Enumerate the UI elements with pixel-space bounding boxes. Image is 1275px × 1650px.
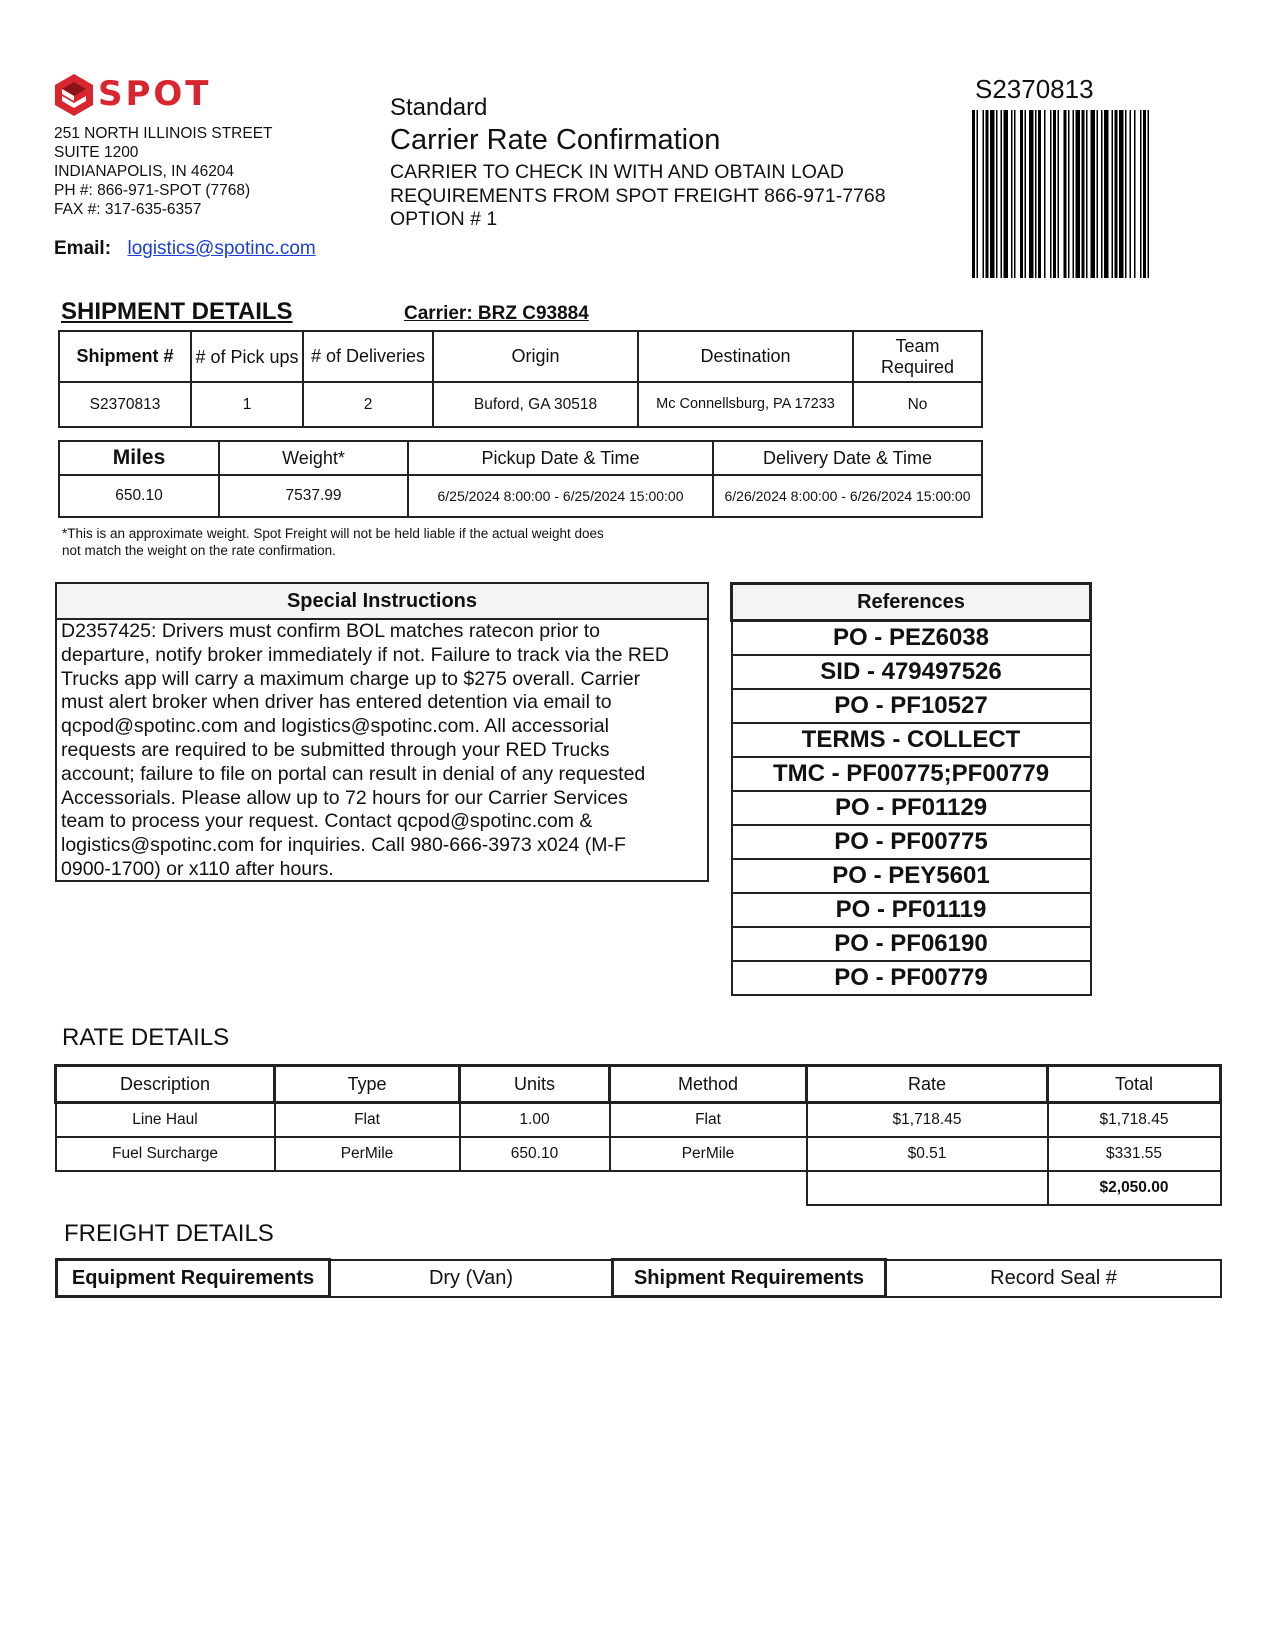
instruction-line: logistics@spotinc.com for inquiries. Call 980-666-3973 x024 (M-F: [61, 834, 626, 857]
grand-total-label-cell: [807, 1171, 1048, 1205]
header-pickups: # of Pick ups: [191, 331, 303, 382]
header-total: Total: [1048, 1066, 1221, 1103]
references-table: [730, 582, 1092, 996]
document-header: [390, 94, 886, 232]
spot-logo-icon: [52, 72, 96, 118]
references-title: References: [732, 584, 1091, 621]
email-label: Email:: [54, 238, 112, 259]
header-shipment-number: Shipment #: [59, 331, 191, 382]
origin-value: Buford, GA 30518: [433, 382, 638, 427]
company-address: [54, 124, 273, 219]
miles-value: 650.10: [59, 475, 219, 517]
shipment-requirements-label: Shipment Requirements: [613, 1260, 886, 1297]
header-pickup-date: Pickup Date & Time: [408, 441, 713, 475]
special-instructions-box: [55, 582, 709, 882]
equipment-requirements-value: Dry (Van): [330, 1260, 613, 1297]
destination-value: Mc Connellsburg, PA 17233: [638, 382, 853, 427]
instruction-line: departure, notify broker immediately if not. Failure to track via the RED: [61, 643, 670, 666]
shipment-details-title: SHIPMENT DETAILS: [61, 298, 293, 325]
document-note: [390, 161, 886, 232]
note-line: REQUIREMENTS FROM SPOT FREIGHT 866-971-7768: [390, 184, 886, 207]
header-destination: Destination: [638, 331, 853, 382]
address-line: INDIANAPOLIS, IN 46204: [54, 163, 235, 180]
note-line: CARRIER TO CHECK IN WITH AND OBTAIN LOAD: [390, 161, 844, 183]
logo-wordmark: SPOT: [98, 74, 212, 114]
rate-details-title: RATE DETAILS: [62, 1024, 230, 1051]
table-row: [56, 1137, 1221, 1171]
rate-description: Fuel Surcharge: [56, 1137, 275, 1171]
address-line: 251 NORTH ILLINOIS STREET: [54, 125, 273, 142]
note-line: OPTION # 1: [390, 208, 498, 230]
document-title: Carrier Rate Confirmation: [390, 124, 721, 156]
rate-total: $1,718.45: [1048, 1103, 1221, 1138]
reference-item: PO - PF00779: [732, 961, 1091, 995]
instruction-line: team to process your request. Contact qcpod@spotinc.com &: [61, 810, 593, 833]
header-origin: Origin: [433, 331, 638, 382]
header-deliveries: # of Deliveries: [303, 331, 433, 382]
weight-value: 7537.99: [219, 475, 408, 517]
shipment-number-value: S2370813: [59, 382, 191, 427]
header-units: Units: [460, 1066, 610, 1103]
team-required-value: No: [853, 382, 982, 427]
barcode-icon: [972, 110, 1202, 278]
disclaimer-line: not match the weight on the rate confirmation.: [62, 543, 336, 558]
rate-type: Flat: [275, 1103, 460, 1138]
address-line: SUITE 1200: [54, 144, 139, 161]
disclaimer-line: *This is an approximate weight. Spot Freight will not be held liable if the actual weight does: [62, 526, 604, 541]
header-method: Method: [610, 1066, 807, 1103]
instruction-line: 0900-1700) or x110 after hours.: [61, 857, 334, 880]
address-line: PH #: 866-971-SPOT (7768): [54, 182, 251, 199]
instruction-line: account; failure to file on portal can result in denial of any requested: [61, 762, 646, 785]
equipment-requirements-label: Equipment Requirements: [57, 1260, 330, 1297]
header-team-required: Team Required: [853, 331, 982, 382]
deliveries-value: 2: [303, 382, 433, 427]
reference-item: PO - PF01129: [732, 791, 1091, 825]
rate-method: PerMile: [610, 1137, 807, 1171]
rate-description: Line Haul: [56, 1103, 275, 1138]
instruction-line: Trucks app will carry a maximum charge up to $275 overall. Carrier: [61, 667, 641, 690]
weight-disclaimer: [62, 525, 604, 559]
reference-item: PO - PF06190: [732, 927, 1091, 961]
shipment-requirements-value: Record Seal #: [886, 1260, 1222, 1297]
carrier-label: Carrier: BRZ C93884: [404, 303, 589, 324]
rate-units: 1.00: [460, 1103, 610, 1138]
instruction-line: Accessorials. Please allow up to 72 hours for our Carrier Services: [61, 786, 628, 809]
header-type: Type: [275, 1066, 460, 1103]
instruction-line: qcpod@spotinc.com and logistics@spotinc.com. All accessorial: [61, 715, 609, 738]
reference-item: PO - PEY5601: [732, 859, 1091, 893]
rate-rate: $0.51: [807, 1137, 1048, 1171]
rate-total: $331.55: [1048, 1137, 1221, 1171]
header-description: Description: [56, 1066, 275, 1103]
special-instructions-title: Special Instructions: [57, 584, 707, 620]
address-line: FAX #: 317-635-6357: [54, 201, 202, 218]
delivery-date-value: 6/26/2024 8:00:00 - 6/26/2024 15:00:00: [713, 475, 982, 517]
pickup-date-value: 6/25/2024 8:00:00 - 6/25/2024 15:00:00: [408, 475, 713, 517]
company-logo: [52, 72, 212, 120]
rate-units: 650.10: [460, 1137, 610, 1171]
reference-item: TERMS - COLLECT: [732, 723, 1091, 757]
special-instructions-text: [57, 620, 707, 882]
reference-item: PO - PF00775: [732, 825, 1091, 859]
shipment-table: [58, 330, 983, 428]
instruction-line: requests are required to be submitted through your RED Trucks: [61, 738, 610, 761]
header-delivery-date: Delivery Date & Time: [713, 441, 982, 475]
reference-item: PO - PEZ6038: [732, 621, 1091, 656]
reference-item: SID - 479497526: [732, 655, 1091, 689]
reference-item: TMC - PF00775;PF00779: [732, 757, 1091, 791]
reference-item: PO - PF01119: [732, 893, 1091, 927]
instruction-line: D2357425: Drivers must confirm BOL matches ratecon prior to: [61, 620, 600, 642]
blank-cell: [56, 1171, 807, 1205]
freight-details-title: FREIGHT DETAILS: [64, 1220, 274, 1247]
grand-total-value: $2,050.00: [1048, 1171, 1221, 1205]
pickups-value: 1: [191, 382, 303, 427]
rate-method: Flat: [610, 1103, 807, 1138]
email-link[interactable]: logistics@spotinc.com: [127, 238, 316, 259]
freight-table: [55, 1258, 1222, 1298]
email-row: [54, 238, 316, 260]
rate-rate: $1,718.45: [807, 1103, 1048, 1138]
document-subtitle: Standard: [390, 94, 488, 121]
header-miles: Miles: [59, 441, 219, 475]
reference-item: PO - PF10527: [732, 689, 1091, 723]
rate-type: PerMile: [275, 1137, 460, 1171]
barcode-number: S2370813: [975, 74, 1094, 104]
instruction-line: must alert broker when driver has entered detention via email to: [61, 691, 612, 714]
shipment-schedule-table: [58, 440, 983, 518]
header-rate: Rate: [807, 1066, 1048, 1103]
table-row: [56, 1103, 1221, 1138]
rate-table: [54, 1064, 1222, 1206]
header-weight: Weight*: [219, 441, 408, 475]
